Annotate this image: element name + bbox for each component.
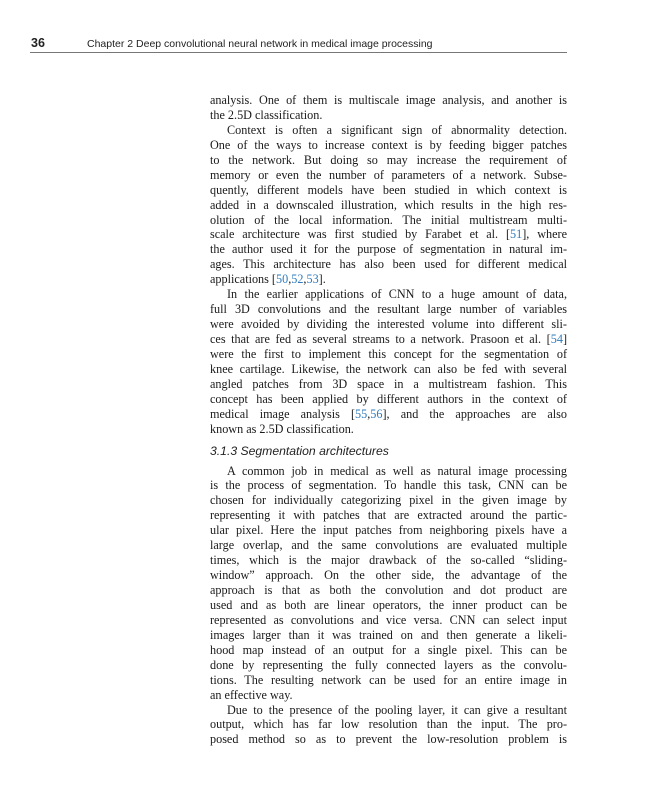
page-number: 36 — [31, 36, 45, 50]
text-line — [210, 422, 567, 437]
text-line — [210, 108, 567, 123]
paragraph — [210, 287, 567, 436]
text-line — [210, 183, 567, 198]
text-run: hood map instead of an output for a single pixel. This can be — [210, 642, 567, 657]
citation-link[interactable]: 55 — [355, 406, 368, 421]
text-line — [210, 272, 567, 287]
text-line — [210, 643, 567, 658]
text-run: posed method so as to prevent the low-resolution problem is — [210, 732, 567, 747]
text-run: window” approach. On the other side, the advantage of the — [210, 568, 567, 583]
text-run: knee cartilage. Likewise, the network can also be fed with several — [210, 361, 567, 376]
text-run: Context is often a significant sign of abnormality detection. — [227, 122, 567, 137]
text-run: done by representing the fully connected layers as the convolu- — [210, 657, 567, 672]
text-run: analysis. One of them is multiscale image analysis, and another is — [210, 93, 567, 107]
text-line — [210, 153, 567, 168]
text-run: representing it with patches that are extracted around the partic- — [210, 508, 567, 523]
text-run: ], where — [522, 227, 567, 242]
text-run: tions. The resulting network can be used for an entire image in — [210, 672, 567, 687]
text-line — [210, 362, 567, 377]
text-run: used and as both are linear operators, the inner product can be — [210, 597, 567, 612]
text-run: scale architecture was first studied by Farabet et al. [ — [210, 227, 511, 242]
text-run: known as 2.5D classification. — [210, 421, 354, 436]
text-run: added in a downscaled illustration, which results in the high res- — [210, 197, 567, 212]
text-line — [210, 302, 567, 317]
text-run: A common job in medical as well as natural image processing — [227, 463, 567, 478]
text-run: Due to the presence of the pooling layer, it can give a resultant — [227, 702, 567, 717]
body-text-column — [210, 93, 567, 747]
text-run: ]. — [318, 272, 326, 287]
text-run: ], and the approaches are also — [382, 406, 567, 421]
text-run: times, which is the major drawback of the so-called “sliding- — [210, 553, 567, 568]
text-run: to the network. But doing so may increase the requirement of — [210, 152, 567, 167]
text-line — [210, 673, 567, 688]
text-run: medical image analysis [ — [210, 406, 356, 421]
text-line — [210, 287, 567, 302]
text-run: olution of the local information. The initial multistream multi- — [210, 212, 567, 227]
text-line — [210, 347, 567, 362]
text-run: quently, different models have been studied in which context is — [210, 182, 567, 197]
text-run: applications [ — [210, 272, 276, 287]
text-run: an effective way. — [210, 687, 293, 702]
text-run: output, which has far low resolution than the input. The pro- — [210, 717, 567, 732]
text-line — [210, 478, 567, 493]
text-run: is the process of segmentation. To handle this task, CNN can be — [210, 478, 567, 493]
text-line — [210, 93, 567, 108]
text-line — [210, 407, 567, 422]
paragraph — [210, 93, 567, 123]
text-line — [210, 168, 567, 183]
text-line — [210, 257, 567, 272]
text-run: angled patches from 3D space in a multistream fashion. This — [210, 376, 567, 391]
text-line — [210, 717, 567, 732]
text-run: concept has been applied by different authors in the context of — [210, 391, 567, 406]
text-run: ular pixel. Here the input patches from neighboring pixels have a — [210, 523, 567, 538]
text-run: ces that are fed as several streams to a network. Prasoon et al. [ — [210, 332, 551, 346]
text-line — [210, 628, 567, 643]
paragraph — [210, 703, 567, 748]
text-run: , — [303, 272, 307, 287]
text-line — [210, 213, 567, 228]
text-line — [210, 703, 567, 718]
text-line — [210, 613, 567, 628]
text-line — [210, 198, 567, 213]
text-line — [210, 508, 567, 523]
text-run: were the first to implement this concept for the segmentation of — [210, 346, 567, 361]
header-rule — [30, 52, 567, 53]
text-line — [210, 138, 567, 153]
text-run: represented as convolutions and vice versa. CNN can select input — [210, 612, 567, 627]
text-run: chosen for individually categorizing pixel in the given image by — [210, 493, 567, 508]
text-line — [210, 538, 567, 553]
text-line — [210, 123, 567, 138]
text-run: the author used it for the purpose of segmentation in natural im- — [210, 242, 567, 257]
text-line — [210, 317, 567, 332]
paragraph — [210, 464, 567, 703]
text-line — [210, 568, 567, 583]
text-line — [210, 242, 567, 257]
text-line — [210, 658, 567, 673]
text-line — [210, 598, 567, 613]
running-header — [31, 36, 433, 50]
text-line — [210, 583, 567, 598]
running-title: Chapter 2 Deep convolutional neural network in medical image processing — [87, 38, 433, 50]
text-line — [210, 493, 567, 508]
paragraph — [210, 123, 567, 287]
text-run: large overlap, and the same convolutions are evaluated multiple — [210, 538, 567, 553]
text-line — [210, 464, 567, 479]
text-run: ages. This architecture has also been used for different medical — [210, 257, 567, 272]
text-line — [210, 227, 567, 242]
text-run: In the earlier applications of CNN to a huge amount of data, — [227, 287, 567, 302]
text-line — [210, 392, 567, 407]
text-line — [210, 332, 567, 347]
citation-link[interactable]: 51 — [510, 227, 523, 242]
text-line — [210, 732, 567, 747]
text-run: , — [288, 272, 292, 287]
text-run: the 2.5D classification. — [210, 107, 323, 122]
text-run: , — [367, 406, 371, 421]
text-run: were avoided by dividing the interested volume into different sli- — [210, 317, 567, 332]
text-run: ] — [562, 332, 567, 346]
citation-link[interactable]: 50 — [276, 272, 289, 287]
citation-link[interactable]: 52 — [291, 272, 304, 287]
citation-link[interactable]: 53 — [306, 272, 319, 287]
text-line — [210, 377, 567, 392]
text-run: memory or even the number of parameters of a network. Subse- — [210, 167, 567, 182]
text-line — [210, 553, 567, 568]
citation-link[interactable]: 54 — [550, 332, 563, 346]
text-run: approach is that as both the convolution and dot product are — [210, 583, 567, 597]
text-run: One of the ways to increase context is by feeding bigger patches — [210, 137, 567, 152]
citation-link[interactable]: 56 — [370, 406, 383, 421]
section-heading: 3.1.3 Segmentation architectures — [210, 443, 389, 458]
text-line — [210, 523, 567, 538]
text-run: images larger than it was trained on and then generate a likeli- — [210, 627, 567, 642]
text-line — [210, 688, 567, 703]
text-run: full 3D convolutions and the resultant large number of variables — [210, 302, 567, 317]
